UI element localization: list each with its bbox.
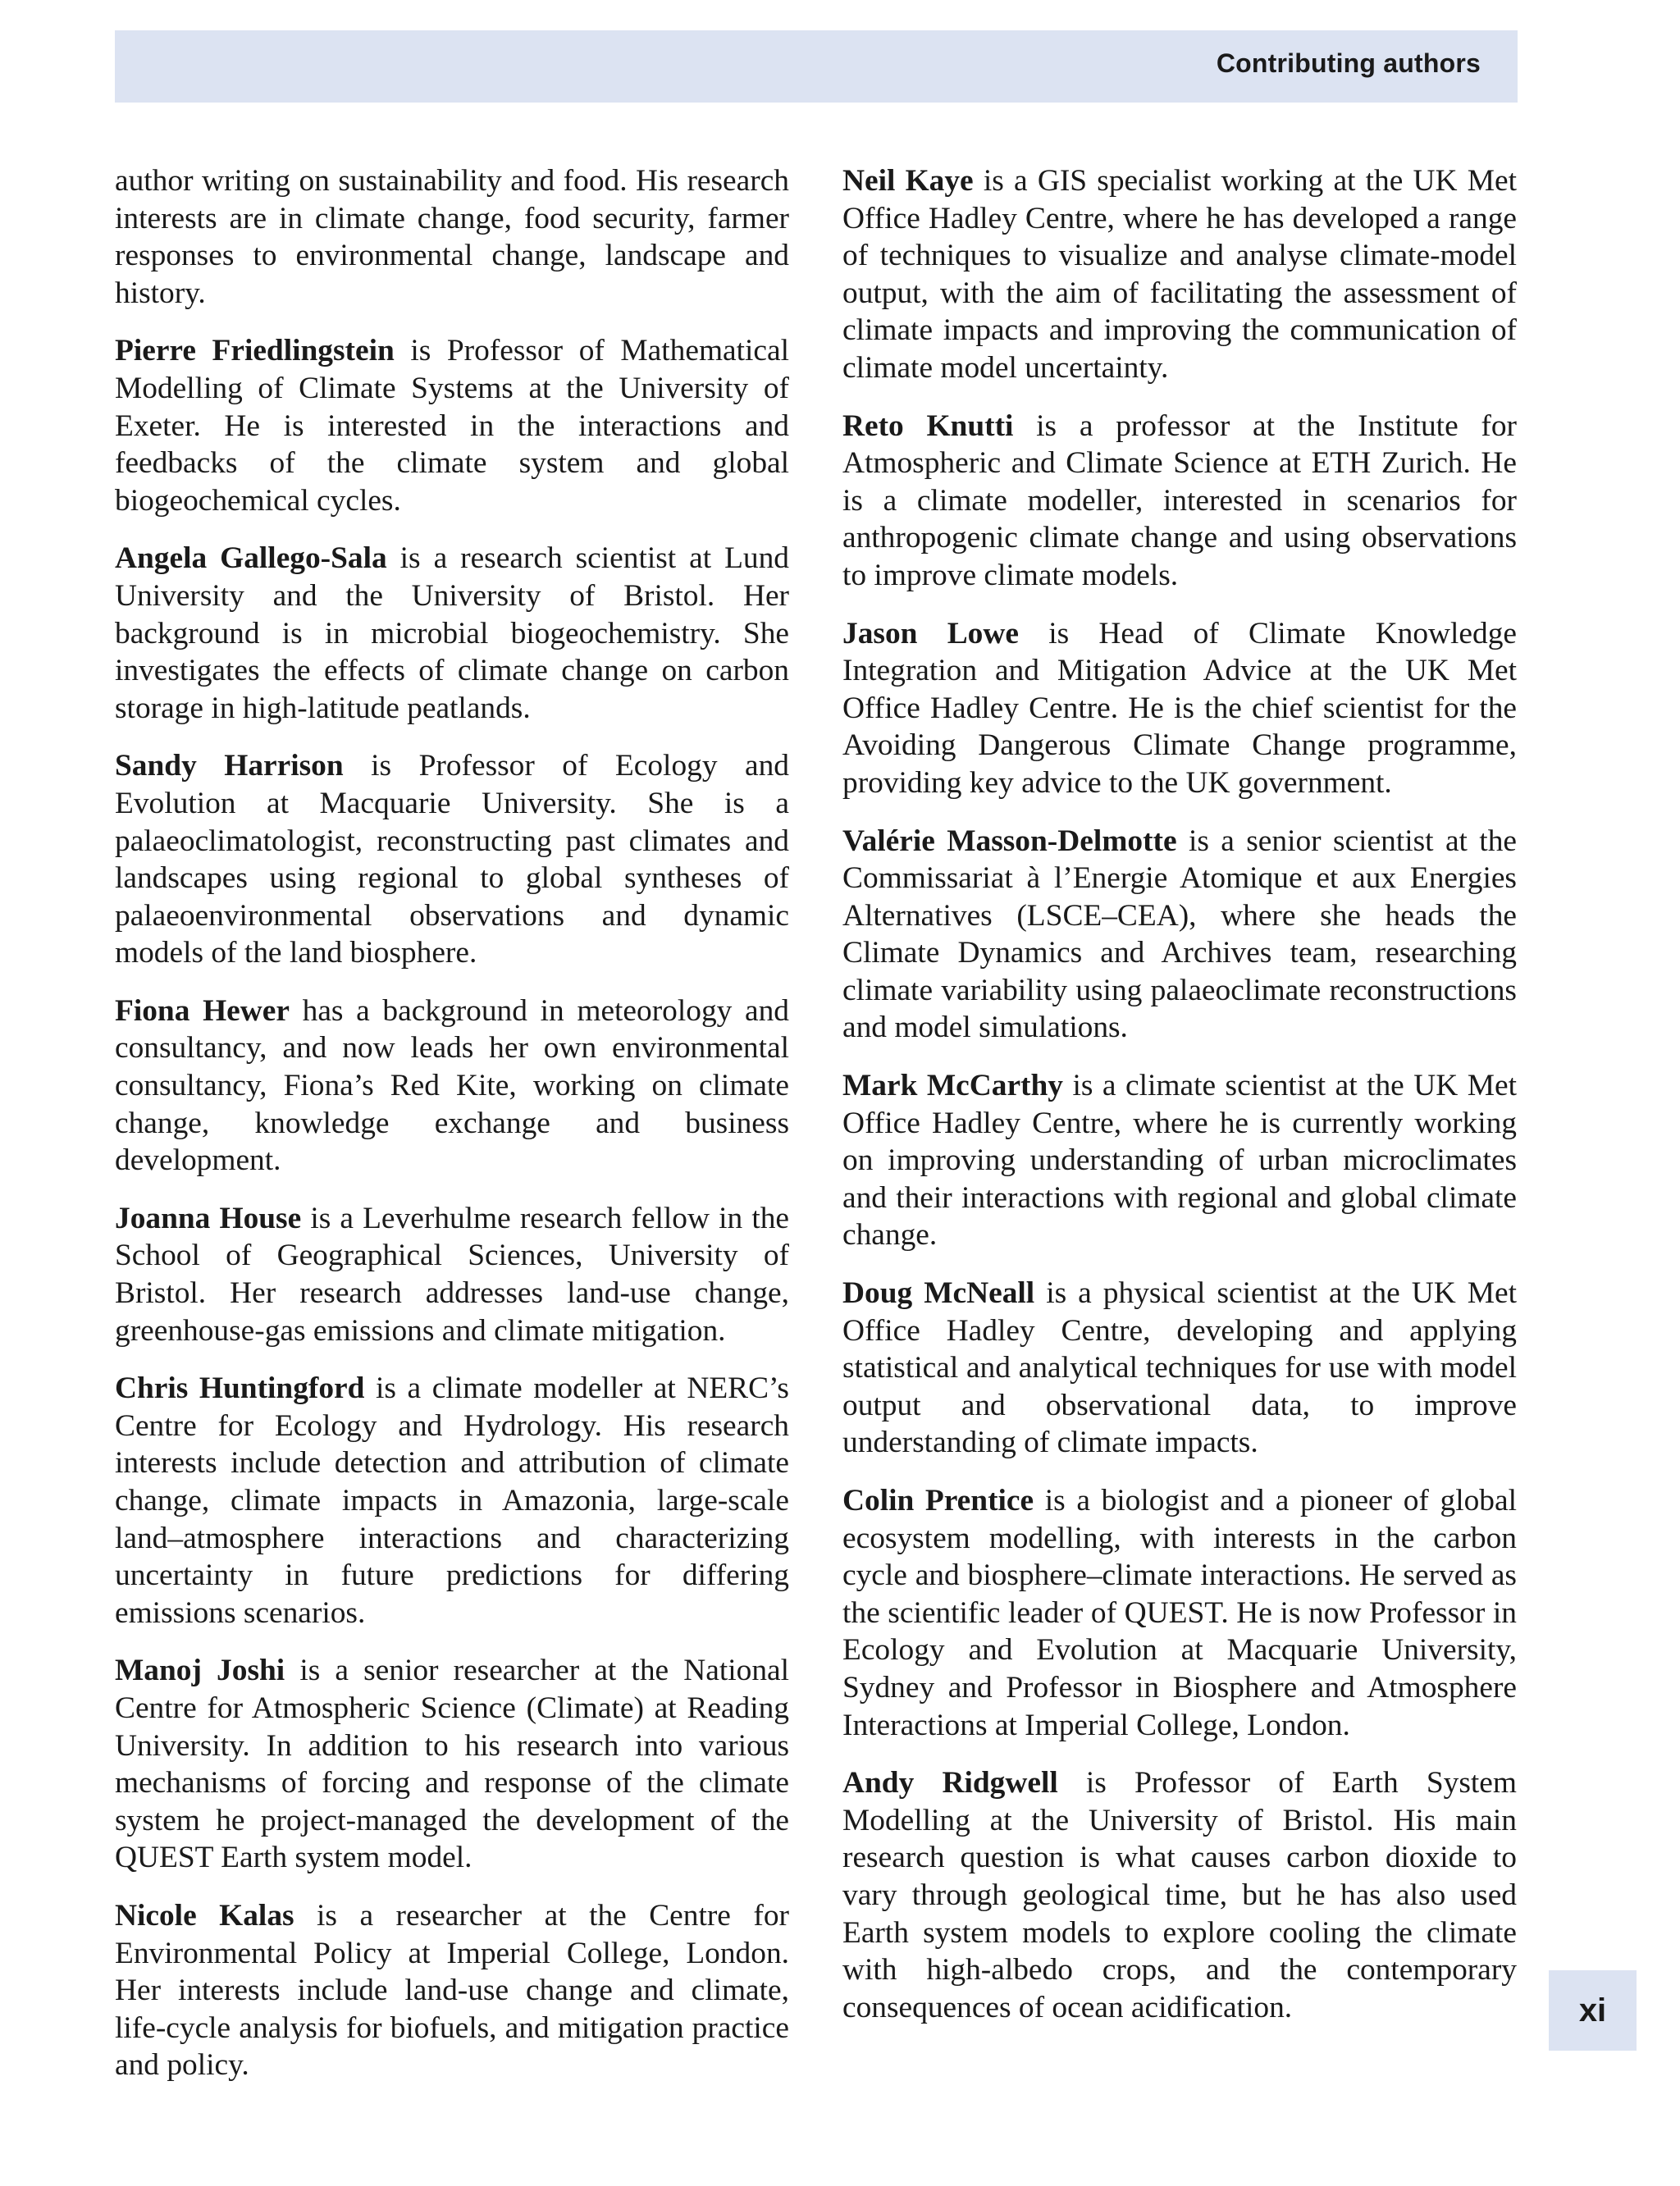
author-entry-knutti <box>842 408 1517 595</box>
author-entry-prentice <box>842 1482 1517 1744</box>
author-bio: is Professor of Mathematical Modelling of Climate Systems at the University of Exeter. He is interested in the interactions and feedbacks of the climate system and global biogeochemical cycles. <box>115 334 789 518</box>
author-name: Neil Kaye <box>842 164 974 198</box>
author-bio: is a climate scientist at the UK Met Office Hadley Centre, where he is currently working on improving understanding of urban microclimates and their interactions with regional and global climate change. <box>842 1069 1517 1253</box>
author-entry-lowe <box>842 615 1517 802</box>
author-bio: is a Leverhulme research fellow in the School of Geographical Sciences, University of Bristol. Her research addresses land-use change, greenhouse-gas emissions and climate mitigation. <box>115 1201 789 1348</box>
running-header <box>115 30 1518 103</box>
author-name: Valérie Masson-Delmotte <box>842 824 1177 858</box>
author-bio: is a physical scientist at the UK Met Office Hadley Centre, developing and applying statistical and analytical techniques for use with model output and observational data, to improve understanding of climate impacts. <box>842 1276 1517 1460</box>
author-name: Doug McNeall <box>842 1276 1035 1311</box>
author-name: Chris Huntingford <box>115 1371 365 1406</box>
left-column <box>115 162 789 2105</box>
author-name: Nicole Kalas <box>115 1898 294 1933</box>
author-bio: is a senior researcher at the National Centre for Atmospheric Science (Climate) at Reading University. In addition to his research into various mechanisms of forcing and response of the climate system he project-managed the development of the QUEST Earth system model. <box>115 1654 789 1875</box>
author-entry-mcneall <box>842 1275 1517 1462</box>
author-entry-kalas <box>115 1897 789 2084</box>
author-bio: is Professor of Ecology and Evolution at Macquarie University. She is a palaeoclimatologist, reconstructing past climates and landscapes using regional to global syntheses of palaeoenvironmental observations and dynamic models of the land biosphere. <box>115 749 790 970</box>
author-bio: has a background in meteorology and consultancy, and now leads her own environmental consultancy, Fiona’s Red Kite, working on climate change, knowledge exchange and business development. <box>115 993 789 1178</box>
right-column <box>842 162 1517 2047</box>
author-entry-harrison <box>115 747 789 972</box>
author-name: Angela Gallego-Sala <box>115 541 387 576</box>
author-entry-friedlingstein <box>115 332 789 519</box>
author-entry-kaye <box>842 162 1517 387</box>
author-entry-gallego-sala <box>115 540 789 727</box>
continuation-paragraph: author writing on sustainability and food. His research interests are in climate change, food security, farmer responses to environmental change, landscape and history. <box>115 164 789 310</box>
author-entry-masson-delmotte <box>842 823 1517 1047</box>
author-name: Fiona Hewer <box>115 993 290 1028</box>
author-bio: is a senior scientist at the Commissariat à l’Energie Atomique et aux Energies Alternatives (LSCE–CEA), where she heads the Climate Dynamics and Archives team, researching climate variability using palaeoclimate reconstructions and model simulations. <box>842 824 1517 1045</box>
author-name: Colin Prentice <box>842 1484 1034 1517</box>
author-entry-house <box>115 1200 789 1349</box>
author-name: Sandy Harrison <box>115 749 344 783</box>
author-entry-huntingford <box>115 1370 789 1632</box>
author-bio: is a biologist and a pioneer of global ecosystem modelling, with interests in the carbon cycle and biosphere–climate interactions. He served as the scientific leader of QUEST. He is now Professor in Ecology and Evolution at Macquarie University, Sydney and Professor in Biosphere and Atmosphere Interactions at Imperial College, London. <box>842 1484 1517 1742</box>
author-bio: is Professor of Earth System Modelling at the University of Bristol. His main research question is what causes carbon dioxide to vary through geological time, but he has also used Earth system models to explore cooling the climate with high-albedo crops, and the contemporary consequences of ocean acidification. <box>842 1766 1517 2024</box>
author-name: Andy Ridgwell <box>842 1766 1058 1800</box>
page-number: xi <box>1578 1992 1607 2029</box>
author-name: Pierre Friedlingstein <box>115 334 395 368</box>
author-entry-ridgwell <box>842 1764 1517 2026</box>
author-bio: is a climate modeller at NERC’s Centre for Ecology and Hydrology. His research interests include detection and attribution of climate change, climate impacts in Amazonia, large-scale land–atmosphere interactions and characterizing uncertainty in future predictions for differing emissions scenarios. <box>115 1371 789 1630</box>
page-number-tab <box>1549 1970 1637 2051</box>
author-entry-joshi <box>115 1652 789 1877</box>
author-name: Reto Knutti <box>842 408 1014 443</box>
running-header-title: Contributing authors <box>1216 48 1481 78</box>
author-bio: is a professor at the Institute for Atmospheric and Climate Science at ETH Zurich. He is a climate modeller, interested in scenarios for anthropogenic climate change and using observations to improve climate models. <box>842 408 1517 592</box>
author-bio: is a GIS specialist working at the UK Met Office Hadley Centre, where he has developed a range of techniques to visualize and analyse climate-model output, with the aim of facilitating the assessment of climate impacts and improving the communication of climate model uncertainty. <box>842 164 1517 385</box>
author-entry-mccarthy <box>842 1067 1517 1254</box>
author-bio: is a researcher at the Centre for Environmental Policy at Imperial College, London. Her interests include land-use change and climate, life-cycle analysis for biofuels, and mitigation practice and policy. <box>115 1898 789 2083</box>
author-bio: is a research scientist at Lund University and the University of Bristol. Her background is in microbial biogeochemistry. She investigates the effects of climate change on carbon storage in high-latitude peatlands. <box>115 541 789 725</box>
author-entry-hewer <box>115 993 789 1180</box>
author-bio: is Head of Climate Knowledge Integration and Mitigation Advice at the UK Met Office Hadley Centre. He is the chief scientist for the Avoiding Dangerous Climate Change programme, providing key advice to the UK government. <box>842 616 1517 800</box>
author-name: Manoj Joshi <box>115 1654 285 1688</box>
author-name: Jason Lowe <box>842 616 1019 650</box>
author-name: Mark McCarthy <box>842 1069 1063 1103</box>
author-name: Joanna House <box>115 1201 302 1235</box>
